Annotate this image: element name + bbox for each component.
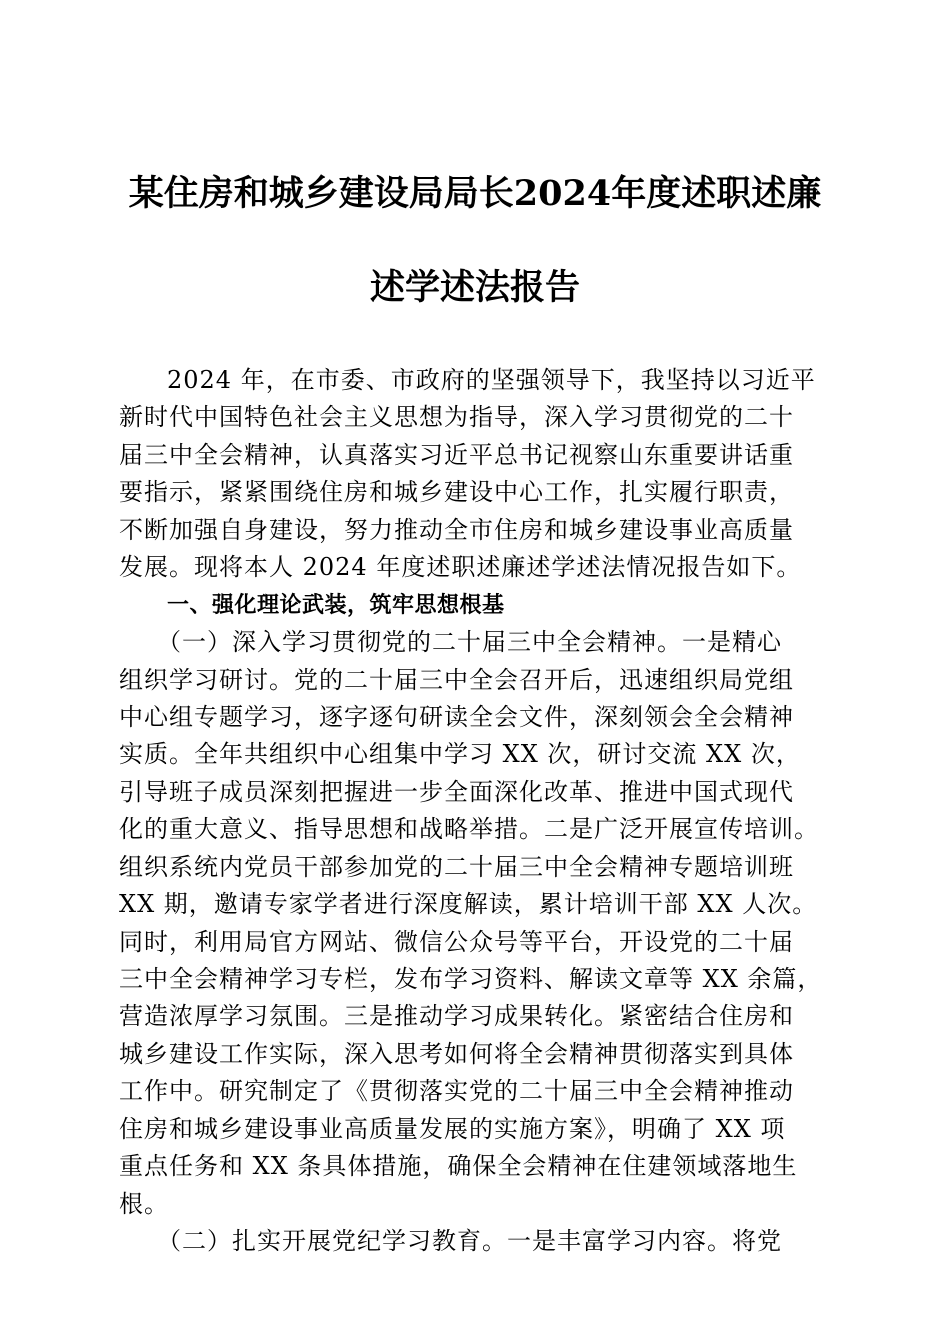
paragraph-line: 引导班子成员深刻把握进一步全面深化改革、推进中国式现代: [119, 777, 794, 806]
paragraph-line: 根。: [119, 1189, 169, 1218]
paragraph-line: 中心组专题学习，逐字逐句研读全会文件，深刻领会全会精神: [119, 702, 794, 731]
paragraph-line: 住房和城乡建设事业高质量发展的实施方案》，明确了 XX 项: [119, 1114, 786, 1143]
paragraph-line: 届三中全会精神，认真落实习近平总书记视察山东重要讲话重: [119, 440, 794, 469]
subsection-line: （一）深入学习贯彻党的二十届三中全会精神。一是精心: [157, 628, 782, 657]
paragraph-line: 发展。现将本人 2024 年度述职述廉述学述法情况报告如下。: [119, 553, 802, 582]
paragraph-line: 要指示，紧紧围绕住房和城乡建设中心工作，扎实履行职责，: [119, 478, 794, 507]
paragraph-line: 化的重大意义、指导思想和战略举措。二是广泛开展宣传培训。: [119, 815, 819, 844]
paragraph-line: 实质。全年共组织中心组集中学习 XX 次，研讨交流 XX 次，: [119, 740, 801, 769]
paragraph-line: 重点任务和 XX 条具体措施，确保全会精神在住建领域落地生: [119, 1152, 798, 1181]
subsection-line: （二）扎实开展党纪学习教育。一是丰富学习内容。将党: [157, 1227, 782, 1256]
paragraph-line: 2024 年，在市委、市政府的坚强领导下，我坚持以习近平: [167, 366, 816, 394]
paragraph-line: XX 期，邀请专家学者进行深度解读，累计培训干部 XX 人次。: [119, 890, 818, 919]
paragraph-line: 组织系统内党员干部参加党的二十届三中全会精神专题培训班: [119, 852, 794, 881]
paragraph-line: 组织学习研讨。党的二十届三中全会召开后，迅速组织局党组: [119, 665, 794, 694]
document-title-line-2: 述学述法报告: [369, 267, 580, 308]
paragraph-line: 工作中。研究制定了《贯彻落实党的二十届三中全会精神推动: [119, 1077, 794, 1106]
paragraph-line: 三中全会精神学习专栏，发布学习资料、解读文章等 XX 余篇，: [119, 965, 823, 993]
paragraph-line: 营造浓厚学习氛围。三是推动学习成果转化。紧密结合住房和: [119, 1002, 794, 1031]
document-body: [119, 362, 833, 1261]
paragraph-line: 不断加强自身建设，努力推动全市住房和城乡建设事业高质量: [119, 515, 794, 544]
document-title-line-1: 某住房和城乡建设局局长2024年度述职述廉: [128, 173, 822, 214]
paragraph-line: 新时代中国特色社会主义思想为指导，深入学习贯彻党的二十: [119, 403, 794, 432]
paragraph-line: 同时，利用局官方网站、微信公众号等平台，开设党的二十届: [119, 927, 794, 956]
section-heading: 一、强化理论武装，筑牢思想根基: [167, 592, 505, 618]
paragraph-line: 城乡建设工作实际，深入思考如何将全会精神贯彻落实到具体: [119, 1039, 794, 1068]
